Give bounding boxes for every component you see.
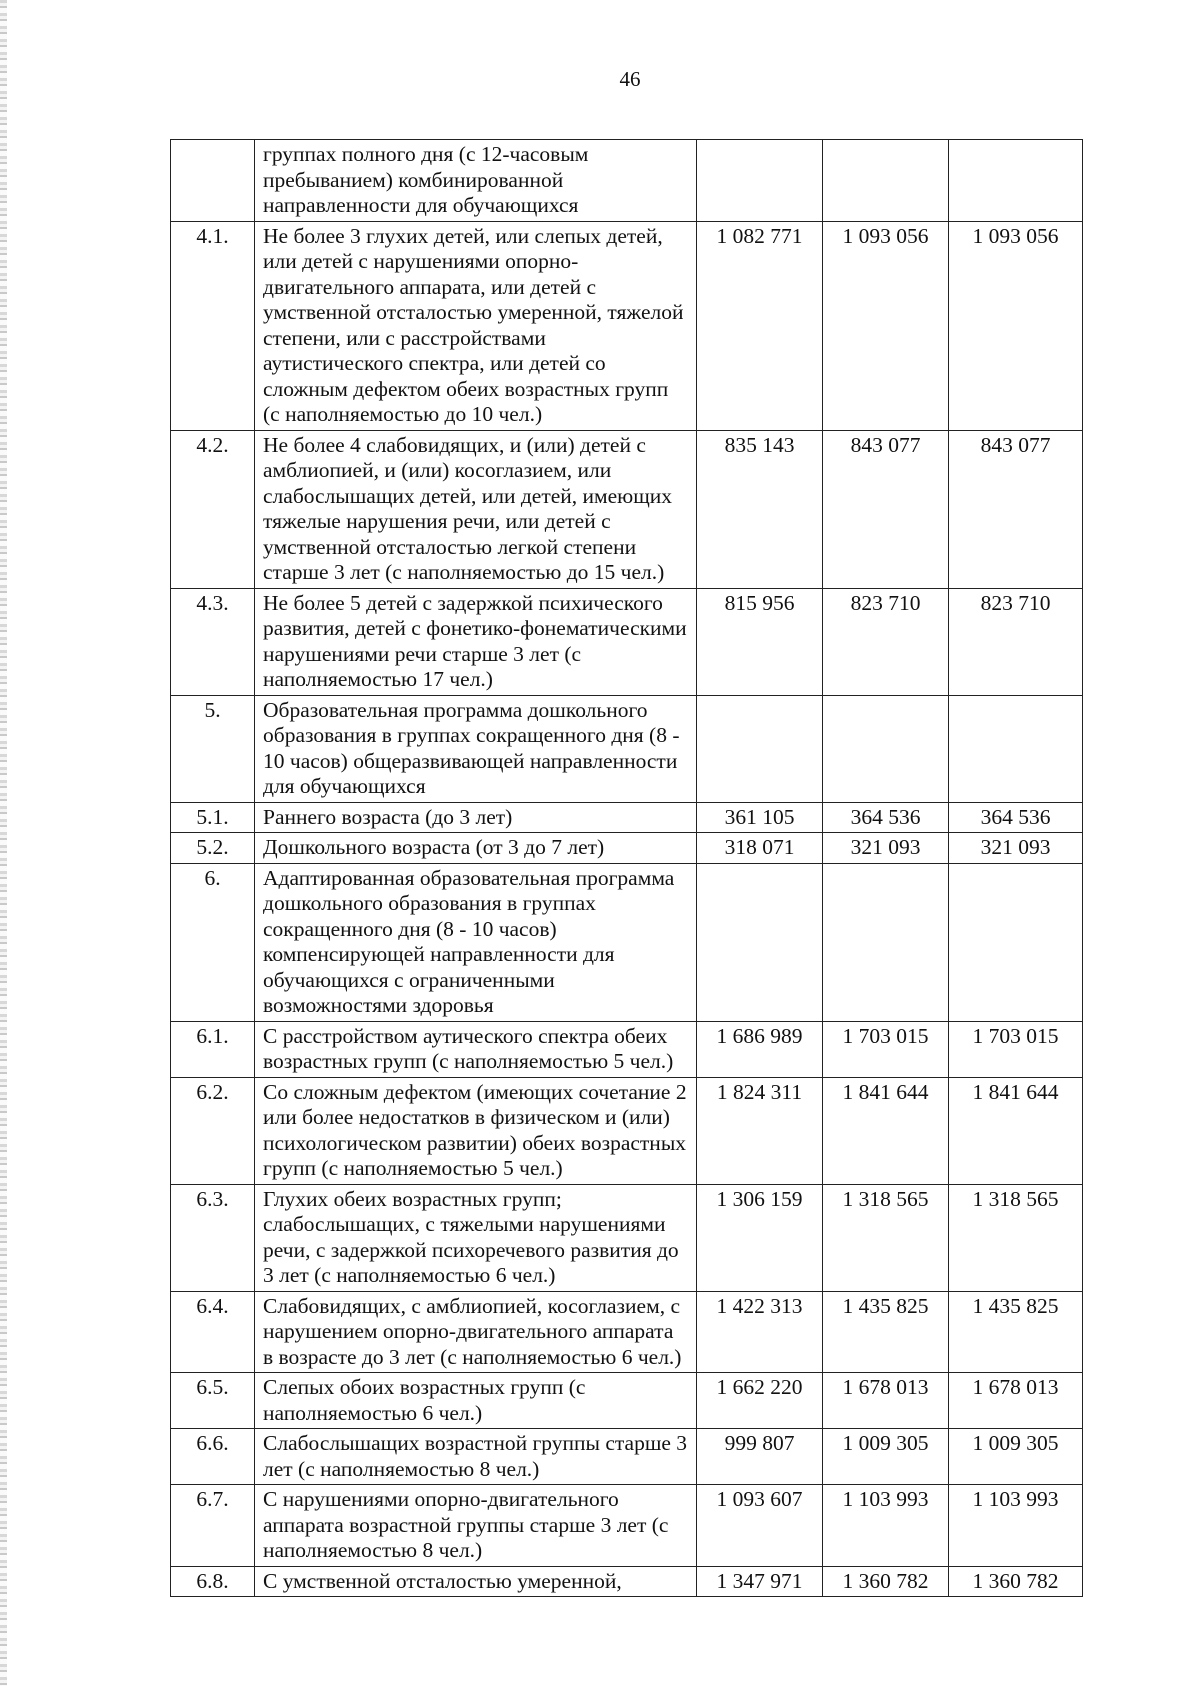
table-row [171,1373,1083,1429]
row-number: 6.7. [171,1485,255,1567]
row-value-1: 999 807 [697,1429,823,1485]
row-number: 6.5. [171,1373,255,1429]
row-value-3: 1 435 825 [949,1291,1083,1373]
tariff-table [170,139,1083,1597]
page-number: 46 [619,67,641,91]
row-value-1: 1 662 220 [697,1373,823,1429]
row-description: Слепых обоих возрастных групп (с наполняемостью 6 чел.) [255,1373,697,1429]
table-row [171,695,1083,802]
row-value-1: 1 082 771 [697,221,823,430]
row-number: 4.2. [171,430,255,588]
table-row [171,863,1083,1021]
table-row [171,1184,1083,1291]
row-description: Со сложным дефектом (имеющих сочетание 2 или более недостатков в физическом и (или) психологическом развитии) обеих возрастных групп (с наполняемостью 5 чел.) [255,1077,697,1184]
row-value-2: 364 536 [823,802,949,833]
row-value-3: 1 009 305 [949,1429,1083,1485]
row-value-2: 1 703 015 [823,1021,949,1077]
row-description: Адаптированная образовательная программа дошкольного образования в группах сокращенного дня (8 - 10 часов) компенсирующей направленности для обучающихся с ограниченными возможностями здоровья [255,863,697,1021]
row-value-2: 321 093 [823,833,949,864]
row-number: 5.1. [171,802,255,833]
row-value-1: 1 686 989 [697,1021,823,1077]
row-description: Глухих обеих возрастных групп; слабослышащих, с тяжелыми нарушениями речи, с задержкой психоречевого развития до 3 лет (с наполняемостью 6 чел.) [255,1184,697,1291]
row-number: 4.3. [171,588,255,695]
row-number: 4.1. [171,221,255,430]
row-value-1: 1 422 313 [697,1291,823,1373]
row-description: С умственной отсталостью умеренной, [255,1566,697,1597]
row-number: 6.1. [171,1021,255,1077]
row-value-3: 823 710 [949,588,1083,695]
row-number: 5.2. [171,833,255,864]
table-row [171,221,1083,430]
table-row [171,833,1083,864]
row-value-2: 1 841 644 [823,1077,949,1184]
row-number [171,140,255,222]
table-row [171,1291,1083,1373]
row-value-1 [697,695,823,802]
row-value-2: 1 435 825 [823,1291,949,1373]
row-value-1 [697,863,823,1021]
row-value-2: 1 009 305 [823,1429,949,1485]
row-value-1: 815 956 [697,588,823,695]
row-value-1: 1 824 311 [697,1077,823,1184]
row-description: С нарушениями опорно-двигательного аппарата возрастной группы старше 3 лет (с наполняемостью 8 чел.) [255,1485,697,1567]
row-number: 6.8. [171,1566,255,1597]
row-description: Дошкольного возраста (от 3 до 7 лет) [255,833,697,864]
row-value-1 [697,140,823,222]
row-value-1: 835 143 [697,430,823,588]
row-value-2: 823 710 [823,588,949,695]
row-description: Не более 5 детей с задержкой психического развития, детей с фонетико-фонематическими нарушениями речи старше 3 лет (с наполняемостью 17 чел.) [255,588,697,695]
row-description: С расстройством аутического спектра обеих возрастных групп (с наполняемостью 5 чел.) [255,1021,697,1077]
row-value-3 [949,140,1083,222]
table-row [171,588,1083,695]
row-value-3: 1 318 565 [949,1184,1083,1291]
row-value-2: 1 318 565 [823,1184,949,1291]
row-value-3: 1 678 013 [949,1373,1083,1429]
row-value-2: 1 103 993 [823,1485,949,1567]
table-row [171,802,1083,833]
row-description: Слабовидящих, с амблиопией, косоглазием, с нарушением опорно-двигательного аппарата в возрасте до 3 лет (с наполняемостью 6 чел.) [255,1291,697,1373]
row-value-1: 1 306 159 [697,1184,823,1291]
table-row [171,140,1083,222]
row-description: группах полного дня (с 12-часовым пребыванием) комбинированной направленности для обучающихся [255,140,697,222]
row-value-2: 843 077 [823,430,949,588]
row-number: 6.4. [171,1291,255,1373]
row-value-2: 1 678 013 [823,1373,949,1429]
row-value-2 [823,695,949,802]
row-value-3: 1 841 644 [949,1077,1083,1184]
table-row [171,430,1083,588]
row-description: Не более 4 слабовидящих, и (или) детей с амблиопией, и (или) косоглазием, или слабослышащих детей, или детей, имеющих тяжелые нарушения речи, или детей с умственной отсталостью легкой степени старше 3 лет (с наполняемостью до 15 чел.) [255,430,697,588]
row-value-3 [949,695,1083,802]
row-number: 6.6. [171,1429,255,1485]
row-value-3: 843 077 [949,430,1083,588]
row-value-2 [823,140,949,222]
row-number: 5. [171,695,255,802]
row-description: Раннего возраста (до 3 лет) [255,802,697,833]
table-row [171,1429,1083,1485]
table-row [171,1021,1083,1077]
row-value-3: 364 536 [949,802,1083,833]
row-value-2 [823,863,949,1021]
row-value-1: 1 093 607 [697,1485,823,1567]
row-number: 6.2. [171,1077,255,1184]
table-row [171,1485,1083,1567]
row-description: Образовательная программа дошкольного образования в группах сокращенного дня (8 - 10 часов) общеразвивающей направленности для обучающихся [255,695,697,802]
row-description: Не более 3 глухих детей, или слепых детей, или детей с нарушениями опорно-двигательного аппарата, или детей с умственной отсталостью умеренной, тяжелой степени, или с расстройствами аутистического спектра, или детей со сложным дефектом обеих возрастных групп (с наполняемостью до 10 чел.) [255,221,697,430]
row-value-2: 1 360 782 [823,1566,949,1597]
row-value-2: 1 093 056 [823,221,949,430]
row-value-3: 1 103 993 [949,1485,1083,1567]
scan-edge [0,0,7,1686]
row-value-1: 1 347 971 [697,1566,823,1597]
row-value-1: 318 071 [697,833,823,864]
table-row [171,1566,1083,1597]
row-value-3: 1 703 015 [949,1021,1083,1077]
row-description: Слабослышащих возрастной группы старше 3 лет (с наполняемостью 8 чел.) [255,1429,697,1485]
row-value-3: 321 093 [949,833,1083,864]
table-row [171,1077,1083,1184]
row-value-1: 361 105 [697,802,823,833]
row-value-3: 1 093 056 [949,221,1083,430]
row-number: 6. [171,863,255,1021]
row-value-3: 1 360 782 [949,1566,1083,1597]
row-number: 6.3. [171,1184,255,1291]
row-value-3 [949,863,1083,1021]
